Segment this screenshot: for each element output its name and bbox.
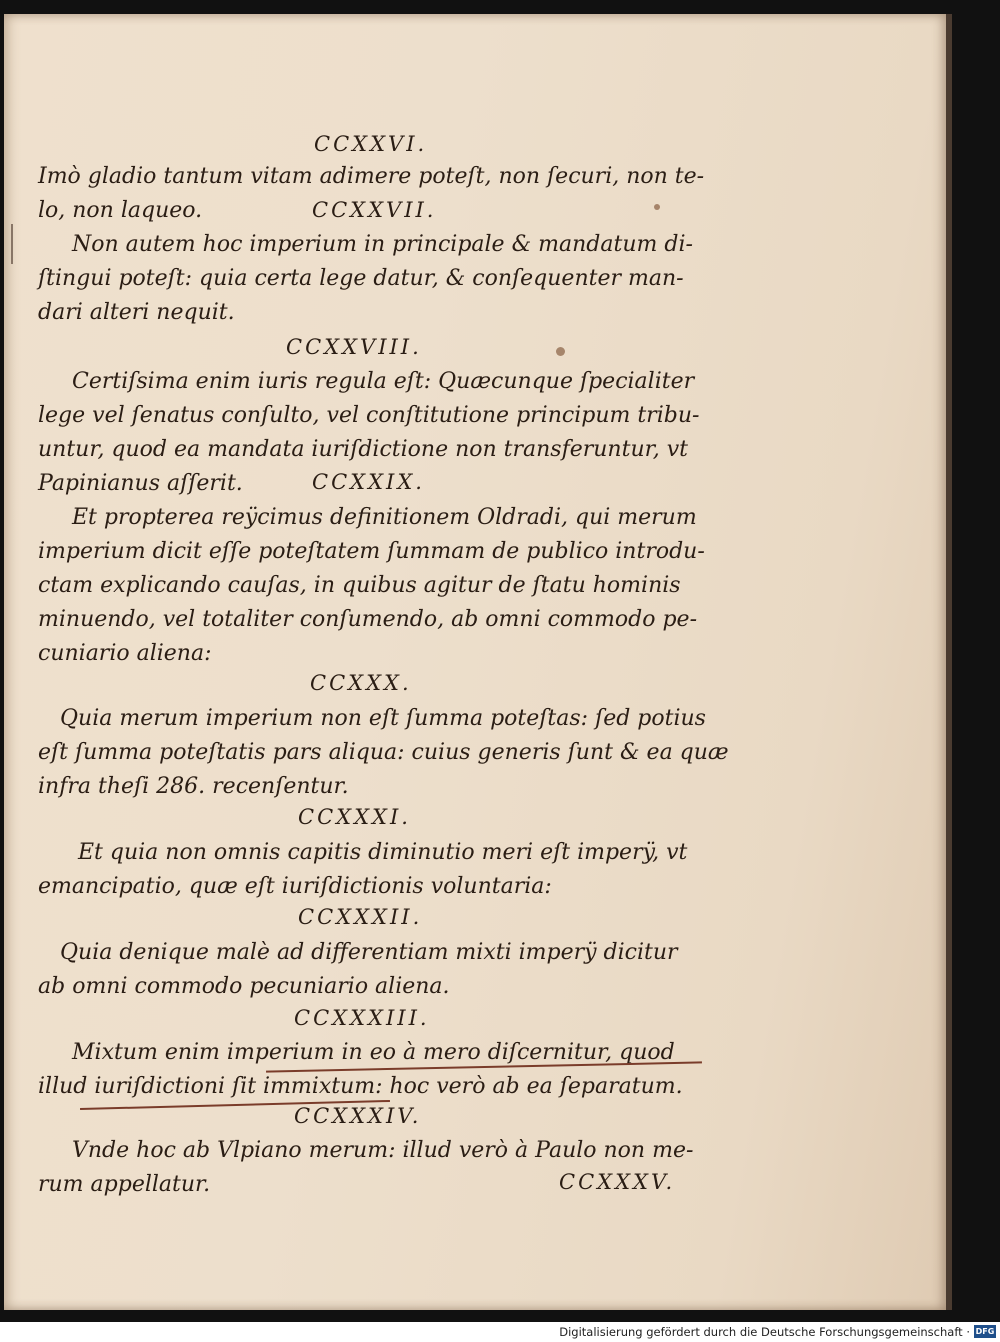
text-line: ab omni commodo pecuniario aliena. (38, 974, 450, 999)
text-line: minuendo, vel totaliter conſumendo, ab omni commodo pe- (38, 607, 698, 632)
heading-ccxxviii: CCXXVIII. (286, 335, 422, 359)
heading-ccxxxiii: CCXXXIII. (294, 1006, 430, 1030)
heading-ccxxvii: CCXXVII. (312, 198, 437, 222)
book-page (4, 14, 946, 1310)
text-line: Quia denique malè ad differentiam mixti imperÿ dicitur (60, 940, 678, 965)
text-line: rum appellatur. (38, 1172, 211, 1197)
text-line: Mixtum enim imperium in eo à mero diſcernitur, quod (72, 1040, 675, 1065)
page-edge-mark (11, 224, 13, 264)
heading-ccxxvi: CCXXVI. (314, 132, 428, 156)
book-gutter (946, 14, 952, 1310)
heading-ccxxix: CCXXIX. (312, 470, 425, 494)
text-line: imperium dicit eſſe poteſtatem ſummam de publico introdu- (38, 539, 705, 564)
heading-ccxxxiv: CCXXXIV. (294, 1104, 422, 1128)
heading-ccxxxv: CCXXXV. (559, 1170, 676, 1194)
text-line: emancipatio, quæ eſt iuriſdictionis voluntaria: (38, 874, 552, 899)
text-line: ſtingui poteſt: quia certa lege datur, & conſequenter man- (38, 266, 684, 291)
text-line: Et quia non omnis capitis diminutio meri eſt imperÿ, vt (78, 840, 688, 865)
ink-spot (556, 347, 565, 356)
text-line: Et propterea reÿcimus definitionem Oldradi, qui merum (72, 505, 697, 530)
heading-ccxxxii: CCXXXII. (298, 905, 423, 929)
heading-ccxxxi: CCXXXI. (298, 805, 411, 829)
text-line: Quia merum imperium non eſt ſumma poteſtas: ſed potius (60, 706, 706, 731)
text-line: lege vel ſenatus conſulto, vel conſtitutione principum tribu- (38, 403, 700, 428)
text-line: lo, non laqueo. (38, 198, 203, 223)
text-line: ctam explicando cauſas, in quibus agitur de ſtatu hominis (38, 573, 681, 598)
text-line: infra theſi 286. recenſentur. (38, 774, 349, 799)
heading-ccxxx: CCXXX. (310, 671, 412, 695)
footer-bar (0, 1322, 1000, 1342)
text-line: eſt ſumma poteſtatis pars aliqua: cuius generis ſunt & ea quæ (38, 740, 729, 765)
text-line: Imò gladio tantum vitam adimere poteſt, non ſecuri, non te- (38, 164, 705, 189)
text-line: Certiſsima enim iuris regula eſt: Quæcunque ſpecialiter (72, 369, 695, 394)
text-line: illud iuriſdictioni ſit immixtum: hoc verò ab ea ſeparatum. (38, 1074, 683, 1099)
text-line: Vnde hoc ab Vlpiano merum: illud verò à Paulo non me- (72, 1138, 694, 1163)
text-line: untur, quod ea mandata iuriſdictione non transferuntur, vt (38, 437, 688, 462)
text-line: Papinianus aſſerit. (38, 471, 243, 496)
footer-credit: Digitalisierung gefördert durch die Deutsche Forschungsgemeinschaft · (559, 1325, 970, 1339)
dfg-logo: DFG (975, 1327, 995, 1336)
text-line: Non autem hoc imperium in principale & mandatum di- (72, 232, 693, 257)
ink-spot (654, 204, 660, 210)
text-line: cuniario aliena: (38, 641, 212, 666)
text-line: dari alteri nequit. (38, 300, 235, 325)
